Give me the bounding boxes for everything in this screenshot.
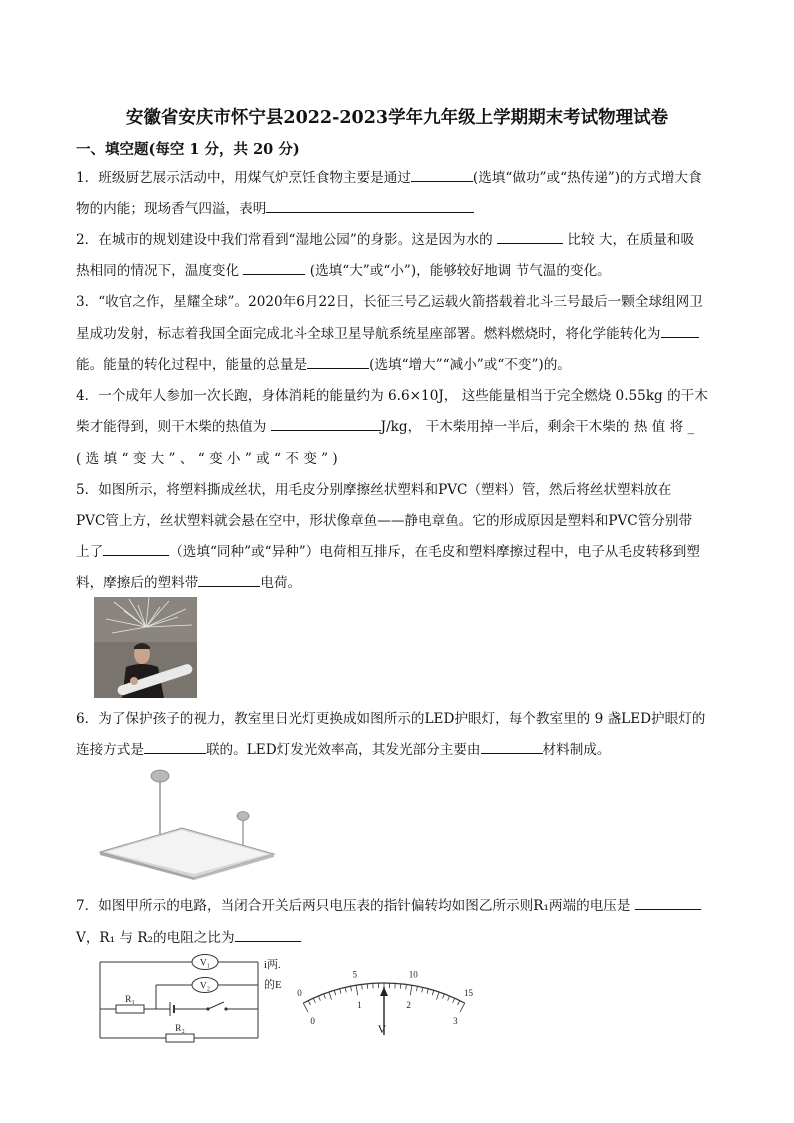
q7-line-2 bbox=[76, 926, 301, 946]
voltmeter-v2 bbox=[192, 978, 218, 993]
q3-text: (选填“增大”“减小”或“不变”)的。 bbox=[369, 357, 571, 373]
q3-text: 能。能量的转化过程中，能量的总量是 bbox=[76, 357, 308, 373]
q5-line-4 bbox=[76, 571, 301, 591]
q6-line-2 bbox=[76, 738, 610, 758]
answer-blank[interactable] bbox=[103, 541, 169, 556]
photo-illustration bbox=[94, 597, 197, 698]
dial-tick bbox=[453, 998, 455, 1003]
q6-text: 材料制成。 bbox=[542, 742, 611, 758]
q5-line-2: PVC管上方，丝状塑料就会悬在空中，形状像章鱼——静电章鱼。它的形成原因是塑料和PVC管分别带 bbox=[76, 513, 693, 529]
led-lamp-figure bbox=[92, 766, 284, 880]
q2-text: (选填“大”或“小”)，能够较好地调 节气温的变化。 bbox=[305, 263, 611, 279]
dial-tick bbox=[318, 996, 320, 1001]
dial-svg bbox=[282, 955, 486, 1035]
dial-outer-label: 10 bbox=[408, 969, 418, 980]
resistor-r1 bbox=[116, 995, 144, 1013]
answer-blank[interactable] bbox=[497, 229, 563, 244]
q6-text: 联的。LED灯发光效率高，其发光部分主要由 bbox=[205, 742, 481, 758]
q5-text: 上了 bbox=[76, 544, 104, 560]
dial-pointer-head bbox=[380, 987, 388, 996]
q2-text: 热相同的情况下，温度变化 bbox=[76, 263, 244, 279]
voltmeter-dial bbox=[282, 955, 486, 1035]
circuit-diagram bbox=[96, 952, 292, 1046]
q5-text: 料，摩擦后的塑料带 bbox=[76, 575, 199, 591]
q1-text: (选填“做功”或“热传递”)的方式增大食 bbox=[472, 170, 702, 186]
dial-tick bbox=[334, 990, 335, 995]
q3-text: 星成功发射，标志着我国全面完成北斗全球卫星导航系统星座部署。燃料燃烧时，将化学能转化为 bbox=[76, 326, 661, 342]
answer-blank[interactable] bbox=[481, 739, 543, 754]
dial-tick bbox=[432, 990, 433, 995]
answer-blank[interactable] bbox=[243, 260, 305, 275]
q4-line-1: 4．一个成年人参加一次长跑，身体消耗的能量约为 6.6×10J， 这些能量相当于完全燃烧 0.55kg 的干木 bbox=[76, 388, 708, 404]
q7-text: 7．如图甲所示的电路，当闭合开关后两只电压表的指针偏转均如图乙所示则R₁两端的电压是 bbox=[76, 898, 635, 914]
q5-line-1: 5．如图所示，将塑料撕成丝状，用毛皮分别摩擦丝状塑料和PVC（塑料）管，然后将丝状塑料放在 bbox=[76, 482, 672, 498]
dial-tick bbox=[356, 985, 358, 995]
answer-blank[interactable] bbox=[235, 927, 301, 942]
q3-line-2 bbox=[76, 322, 699, 342]
answer-blank[interactable] bbox=[307, 354, 369, 369]
static-octopus-photo bbox=[94, 597, 197, 698]
q1-line-1 bbox=[76, 166, 702, 186]
circuit-side-text: i两. bbox=[264, 959, 281, 971]
dial-tick bbox=[443, 994, 445, 999]
dial-tick bbox=[422, 987, 423, 992]
svg-text:V₂: V₂ bbox=[199, 981, 211, 992]
dial-tick bbox=[416, 986, 417, 991]
dial-tick bbox=[362, 984, 363, 989]
q3-line-3 bbox=[76, 353, 571, 373]
page-title: 安徽省安庆市怀宁县2022-2023学年九年级上学期期末考试物理试卷 bbox=[125, 108, 669, 128]
q5-text: 电荷。 bbox=[260, 575, 302, 591]
q1-line-2 bbox=[76, 197, 474, 217]
q2-text: 比较 大，在质量和吸 bbox=[563, 232, 695, 248]
dial-tick bbox=[460, 1003, 465, 1012]
switch-icon bbox=[206, 1007, 209, 1010]
dial-tick bbox=[340, 989, 341, 994]
q4-line-3: ( 选 填 “ 变 大 ” 、 “ 变 小 ” 或 “ 不 变 ” ) bbox=[76, 451, 338, 467]
dial-inner-label: 3 bbox=[453, 1015, 458, 1026]
svg-text:R₂: R₂ bbox=[175, 1024, 185, 1034]
q6-line-1: 6．为了保护孩子的视力，教室里日光灯更换成如图所示的LED护眼灯，每个教室里的 9 盏LED护眼灯的 bbox=[76, 711, 706, 727]
q2-line-1 bbox=[76, 228, 694, 248]
dial-tick bbox=[458, 1001, 460, 1005]
dial-inner-label: 1 bbox=[357, 1000, 362, 1011]
q1-text: 1．班级厨艺展示活动中，用煤气炉烹饪食物主要是通过 bbox=[76, 170, 411, 186]
answer-blank[interactable] bbox=[198, 572, 260, 587]
svg-text:V₁: V₁ bbox=[199, 958, 211, 969]
section-heading: 一、填空题(每空 1 分，共 20 分) bbox=[76, 141, 300, 158]
dial-tick bbox=[351, 986, 352, 991]
dial-tick bbox=[436, 992, 439, 1000]
led-lamp-icon bbox=[92, 766, 284, 880]
dial-inner-label: 2 bbox=[406, 1000, 411, 1011]
dial-outer-label: 15 bbox=[464, 988, 474, 999]
q3-line-1: 3．“收官之作，星耀全球”。2020年6月22日，长征三号乙运载火箭搭载着北斗三号最后一颗全球组网卫 bbox=[76, 294, 703, 310]
battery-icon bbox=[170, 1002, 174, 1016]
q5-line-3 bbox=[76, 540, 700, 560]
q4-text: J/kg， 干木柴用掉一半后，剩余干木柴的 热 值 将 _ bbox=[380, 419, 695, 435]
q6-text: 连接方式是 bbox=[76, 742, 144, 758]
q2-text: 2．在城市的规划建设中我们常看到“湿地公园”的身影。这是因为水的 bbox=[76, 232, 498, 248]
circuit-side-text: 的E bbox=[264, 979, 282, 991]
q2-line-2 bbox=[76, 259, 611, 279]
voltmeter-v1 bbox=[192, 955, 218, 970]
dial-tick bbox=[308, 1001, 310, 1005]
answer-blank[interactable] bbox=[635, 895, 701, 910]
resistor-r2 bbox=[166, 1024, 194, 1042]
dial-tick bbox=[410, 985, 412, 995]
dial-tick bbox=[313, 998, 315, 1003]
q4-line-2 bbox=[76, 415, 694, 435]
dial-tick bbox=[406, 984, 407, 989]
dial-tick bbox=[448, 996, 450, 1001]
dial-unit: V bbox=[377, 1022, 387, 1035]
dial-outer-label: 0 bbox=[297, 988, 302, 999]
dial-tick bbox=[329, 992, 332, 1000]
answer-blank[interactable] bbox=[271, 416, 381, 431]
q4-text: 柴才能得到，则干木柴的热值为 bbox=[76, 419, 271, 435]
circuit-svg bbox=[96, 952, 292, 1046]
dial-outer-label: 5 bbox=[352, 969, 358, 980]
answer-blank[interactable] bbox=[661, 323, 699, 338]
answer-blank[interactable] bbox=[266, 198, 474, 213]
dial-tick bbox=[427, 989, 428, 994]
dial-tick bbox=[324, 994, 326, 999]
answer-blank[interactable] bbox=[411, 167, 473, 182]
svg-text:R₁: R₁ bbox=[125, 995, 135, 1005]
q5-text: （选填“同种”或“异种”）电荷相互排斥，在毛皮和塑料摩擦过程中，电子从毛皮转移到塑 bbox=[169, 544, 700, 560]
q1-text: 物的内能；现场香气四溢，表明 bbox=[76, 201, 267, 217]
dial-tick bbox=[345, 987, 346, 992]
dial-inner-label: 0 bbox=[310, 1015, 315, 1026]
q7-line-1 bbox=[76, 894, 701, 914]
dial-tick bbox=[303, 1003, 308, 1012]
q7-text: V，R₁ 与 R₂的电阻之比为 bbox=[76, 930, 235, 946]
answer-blank[interactable] bbox=[144, 739, 206, 754]
